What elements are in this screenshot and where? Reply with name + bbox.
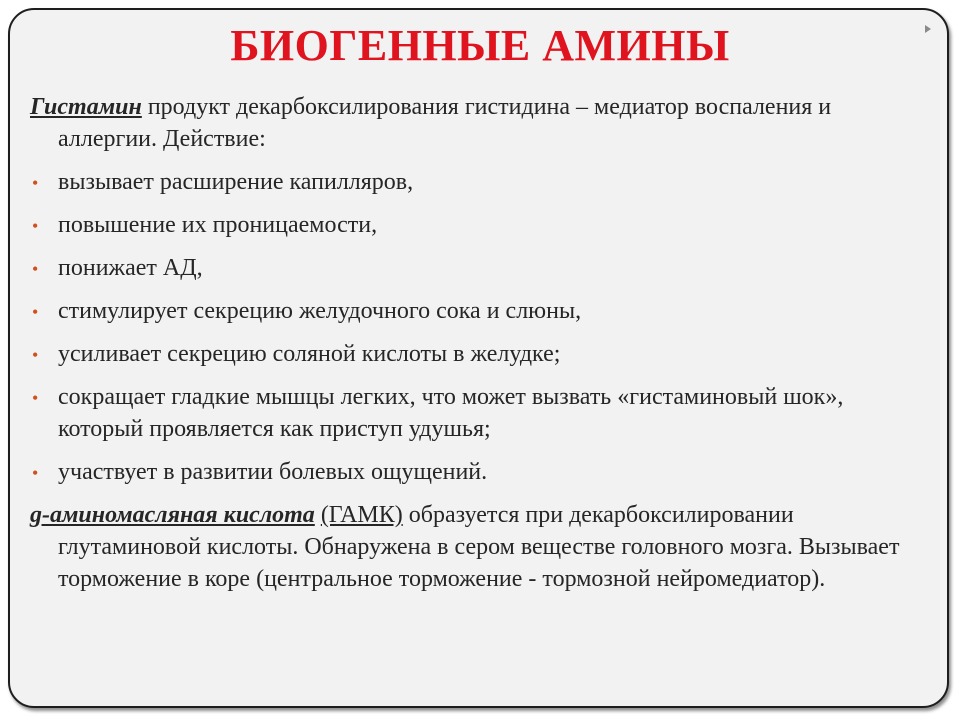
list-item-text: сокращает гладкие мышцы легких, что может вызвать «гистаминовый шок», который проявляется как приступ удушья; <box>58 384 844 442</box>
list-item <box>30 209 910 241</box>
gaba-abbreviation: (ГАМК) <box>320 502 403 528</box>
bullet-icon: • <box>32 302 39 322</box>
gaba-term: g-аминомасляная кислота <box>30 502 315 528</box>
list-item <box>30 295 910 327</box>
list-item-text: стимулирует секрецию желудочного сока и слюны, <box>58 298 582 324</box>
list-item <box>30 166 910 198</box>
bullet-icon: • <box>32 173 39 193</box>
slide-title: БИОГЕННЫЕ АМИНЫ <box>230 21 730 70</box>
bullet-icon: • <box>32 216 39 236</box>
list-item-text: повышение их проницаемости, <box>58 212 378 238</box>
gaba-paragraph <box>30 499 910 595</box>
bullet-icon: • <box>32 463 39 483</box>
bullet-icon: • <box>32 259 39 279</box>
slide-body <box>30 91 910 595</box>
list-item <box>30 338 910 370</box>
histamine-paragraph <box>30 91 910 155</box>
list-item-text: усиливает секрецию соляной кислоты в желудке; <box>58 341 561 367</box>
list-item <box>30 456 910 488</box>
histamine-description: продукт декарбоксилирования гистидина – медиатор воспаления и аллергии. Действие: <box>58 94 832 152</box>
list-item-text: понижает АД, <box>58 255 203 281</box>
bullet-icon: • <box>32 345 39 365</box>
histamine-term: Гистамин <box>30 94 142 120</box>
bullet-icon: • <box>32 388 39 408</box>
gaba-description: образуется при декарбоксилировании глутаминовой кислоты. Обнаружена в сером веществе головного мозга. Вызывает торможение в коре (центральное торможение - тормозной нейромедиатор). <box>58 502 900 592</box>
list-item <box>30 381 910 445</box>
list-item-text: вызывает расширение капилляров, <box>58 169 414 195</box>
histamine-effects-list <box>30 166 910 488</box>
list-item-text: участвует в развитии болевых ощущений. <box>58 459 488 485</box>
list-item <box>30 252 910 284</box>
